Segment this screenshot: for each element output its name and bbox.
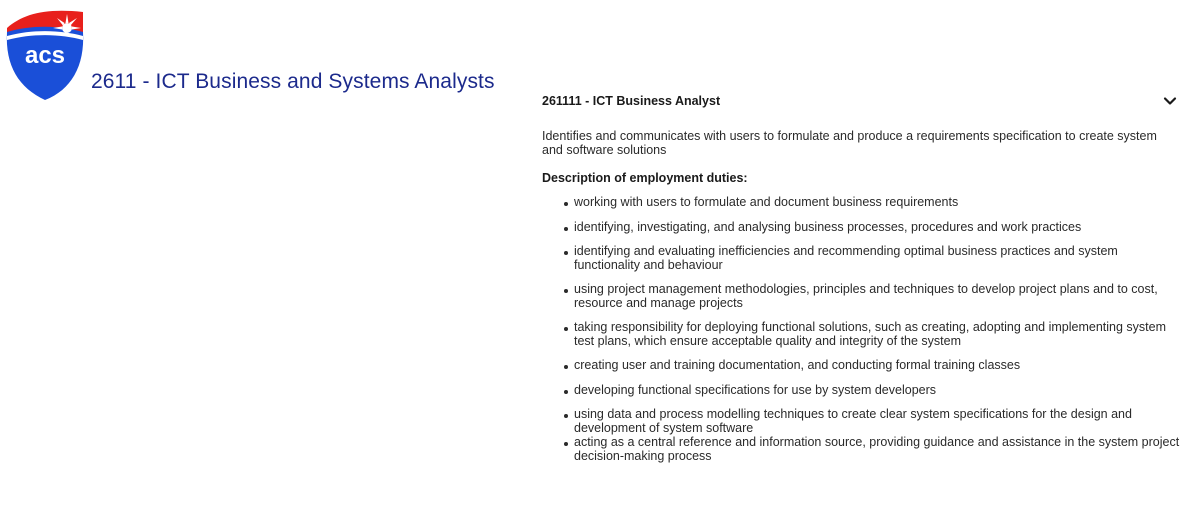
duty-item: using data and process modelling techniques to create clear system specifications for the design and development of system software xyxy=(563,408,1180,435)
duty-item: acting as a central reference and information source, providing guidance and assistance in the system project decision-making process xyxy=(563,436,1180,463)
duties-heading: Description of employment duties: xyxy=(542,171,748,185)
acs-logo[interactable] xyxy=(3,6,87,102)
page-title: 2611 - ICT Business and Systems Analysts xyxy=(91,70,495,93)
duty-item: identifying and evaluating inefficiencies and recommending optimal business practices and system functionality and behaviour xyxy=(563,245,1180,272)
occupation-summary: Identifies and communicates with users to formulate and produce a requirements specification to create system and software solutions xyxy=(542,129,1157,157)
occupation-accordion xyxy=(542,92,1178,474)
duty-item: taking responsibility for deploying functional solutions, such as creating, adopting and implementing system test plans, which ensure acceptable quality and integrity of the system xyxy=(563,321,1180,348)
chevron-down-icon[interactable] xyxy=(1162,93,1178,109)
svg-text:acs: acs xyxy=(24,42,66,69)
duty-item: creating user and training documentation, and conducting formal training classes xyxy=(563,359,1180,373)
duty-item: identifying, investigating, and analysing business processes, procedures and work practices xyxy=(563,221,1180,235)
duty-item: developing functional specifications for use by system developers xyxy=(563,384,1180,398)
accordion-header[interactable] xyxy=(542,92,1178,110)
acs-shield-icon xyxy=(3,6,87,102)
duties-list xyxy=(542,196,1178,463)
duty-item: using project management methodologies, principles and techniques to develop project plans and to cost, resource and manage projects xyxy=(563,283,1180,310)
duty-item: working with users to formulate and document business requirements xyxy=(563,196,1180,210)
occupation-title: 261111 - ICT Business Analyst xyxy=(542,94,721,108)
